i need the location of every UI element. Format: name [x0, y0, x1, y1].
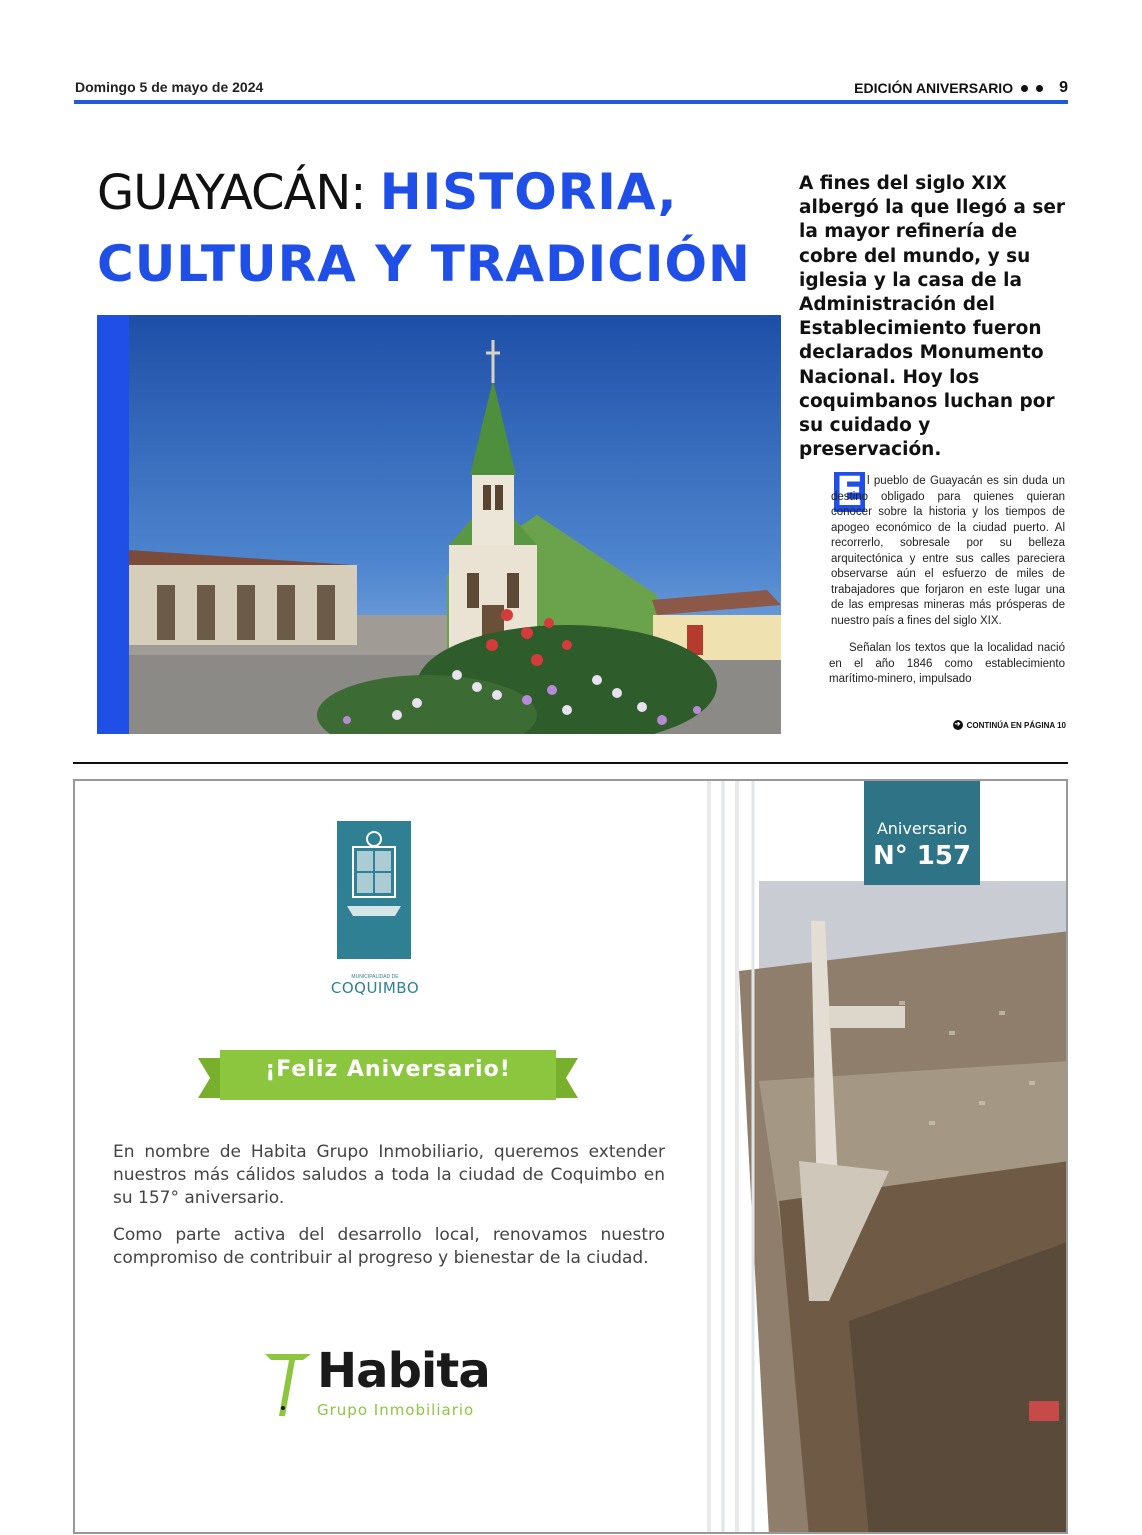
continue-link[interactable] [953, 720, 1066, 730]
brand-subtitle: Grupo Inmobiliario [317, 1401, 475, 1419]
headline-part3: CULTURA Y TRADICIÓN [97, 235, 751, 293]
advertisement [73, 779, 1068, 1534]
anniversary-label: Aniversario [876, 819, 968, 838]
banner-text: ¡Feliz Aniversario! [265, 1057, 511, 1082]
aerial-cross-photo [699, 781, 1068, 1534]
brand-name: Habita [317, 1343, 490, 1399]
article-paragraph: l pueblo de Guayacán es sin duda un destino obligado para quienes quieran conocer sobre la historia y los tiempos de apogeo económico de la ciudad puerto. Al recorrerlo, sobresale por su belleza arquitectónica y entre sus calles pareciera observarse aún el esfuerzo de miles de trabajadores que forjaron en este lugar una de las empresas mineras más prósperas de nuestro país a fines del siglo XIX. [831, 475, 1065, 627]
arrow-right-icon: ➔ [953, 720, 963, 730]
page-number: 9 [1059, 79, 1068, 96]
section-rule [73, 762, 1068, 764]
headline-part2: HISTORIA, [379, 163, 678, 221]
edition-label: EDICIÓN ANIVERSARIO [854, 80, 1014, 96]
edition-label-group [854, 79, 1068, 97]
bullet-icon [1021, 85, 1028, 92]
issue-date: Domingo 5 de mayo de 2024 [75, 79, 264, 95]
habita-logo-icon [265, 1346, 315, 1421]
church-photo [97, 315, 781, 734]
article-body [829, 469, 1065, 700]
header-rule [74, 100, 1068, 104]
anniversary-number: N° 157 [872, 841, 972, 871]
municipality-small-label: MUNICIPALIDAD DE [351, 974, 399, 980]
ad-paragraph: En nombre de Habita Grupo Inmobiliario, queremos extender nuestros más cálidos saludos a toda la ciudad de Coquimbo en su 157° aniversario. [113, 1142, 665, 1208]
article-deck: A fines del siglo XIX albergó la que llegó a ser la mayor refinería de cobre del mundo, y su iglesia y la casa de la Administración del Establecimiento fueron declarados Monumento Nacional. Hoy los coquimbanos luchan por su cuidado y preservación. [799, 173, 1066, 461]
dropcap: E [835, 469, 864, 515]
headline-part1: GUAYACÁN: [97, 165, 380, 221]
article-paragraph: Señalan los textos que la localidad nació en el año 1846 como establecimiento marítimo-minero, impulsado [829, 642, 1065, 685]
coquimbo-crest-logo [337, 821, 411, 959]
municipality-name: COQUIMBO [330, 979, 420, 997]
bullet-icon [1036, 85, 1043, 92]
ad-paragraph: Como parte activa del desarrollo local, renovamos nuestro compromiso de contribuir al progreso y bienestar de la ciudad. [113, 1225, 665, 1268]
ad-message [113, 1141, 665, 1284]
headline [97, 162, 777, 306]
continue-label: CONTINÚA EN PÁGINA 10 [966, 720, 1066, 730]
